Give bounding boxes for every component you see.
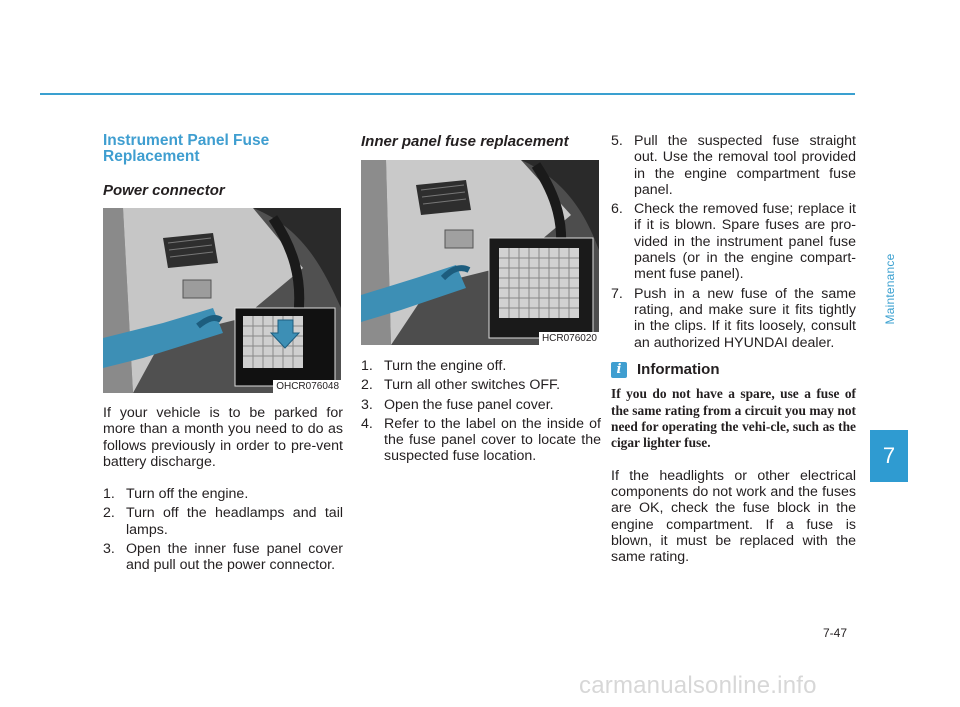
intro-paragraph: If your vehicle is to be parked for more than a month you need to do as follows previously in order to pre-vent battery discharge. bbox=[103, 405, 343, 470]
list-item: 3. Open the fuse panel cover. bbox=[361, 396, 554, 413]
list-item: 1. Turn the engine off. bbox=[361, 358, 507, 374]
list-item: 1. Turn off the engine. bbox=[103, 486, 249, 503]
power-connector-subtitle: Power connector bbox=[103, 182, 225, 199]
list-item: 4. Refer to the label on the inside of the fuse panel cover to locate the suspected fuse location. bbox=[361, 415, 601, 465]
page-number: 7-47 bbox=[823, 626, 848, 640]
information-title: Information bbox=[637, 360, 720, 378]
watermark: carmanualsonline.info bbox=[579, 672, 817, 699]
inner-panel-steps bbox=[361, 358, 601, 465]
column-middle bbox=[361, 133, 601, 468]
dashboard-fuse-illustration bbox=[103, 208, 341, 393]
inner-panel-subtitle: Inner panel fuse replacement bbox=[361, 133, 569, 150]
list-item: 3. Open the inner fuse panel cover and pull out the power connector. bbox=[103, 541, 343, 574]
figure-code: OHCR076048 bbox=[273, 380, 341, 393]
inner-panel-steps-continued bbox=[611, 133, 856, 351]
side-tab-label: Maintenance bbox=[883, 253, 897, 325]
fuse-panel-illustration bbox=[361, 160, 599, 345]
closing-paragraph: If the headlights or other electrical components do not work and the fuses are OK, check the fuse block in the engine compartment. If a fuse is blown, it must be replaced with the same rating. bbox=[611, 467, 856, 566]
power-connector-figure bbox=[103, 208, 341, 393]
list-item: 2. Turn off the headlamps and tail lamps. bbox=[103, 505, 343, 538]
information-header bbox=[611, 362, 856, 378]
power-connector-steps bbox=[103, 486, 343, 573]
column-left bbox=[103, 133, 343, 577]
info-icon: i bbox=[611, 362, 627, 378]
header-rule bbox=[40, 93, 855, 95]
list-item: 6. Check the removed fuse; replace it if it is blown. Spare fuses are pro-vided in the instrument panel fuse panels (or in the engine compart-ment fuse panel). bbox=[611, 201, 856, 283]
list-item: 7. Push in a new fuse of the same rating, and make sure it fits tightly in the clips. If it fits loosely, consult an authorized HYUNDAI dealer. bbox=[611, 285, 856, 351]
figure-code: HCR076020 bbox=[539, 332, 599, 345]
list-item: 5. Pull the suspected fuse straight out. Use the removal tool provided in the engine compartment fuse panel. bbox=[611, 133, 856, 198]
information-text: If you do not have a spare, use a fuse of the same rating from a circuit you may not need for operating the vehi-cle, such as the cigar lighter fuse. bbox=[611, 386, 856, 451]
column-right bbox=[611, 133, 856, 566]
list-item: 2. Turn all other switches OFF. bbox=[361, 377, 561, 394]
chapter-number: 7 bbox=[870, 430, 908, 482]
inner-panel-figure bbox=[361, 160, 599, 345]
section-title: Instrument Panel Fuse Replacement bbox=[103, 132, 270, 165]
